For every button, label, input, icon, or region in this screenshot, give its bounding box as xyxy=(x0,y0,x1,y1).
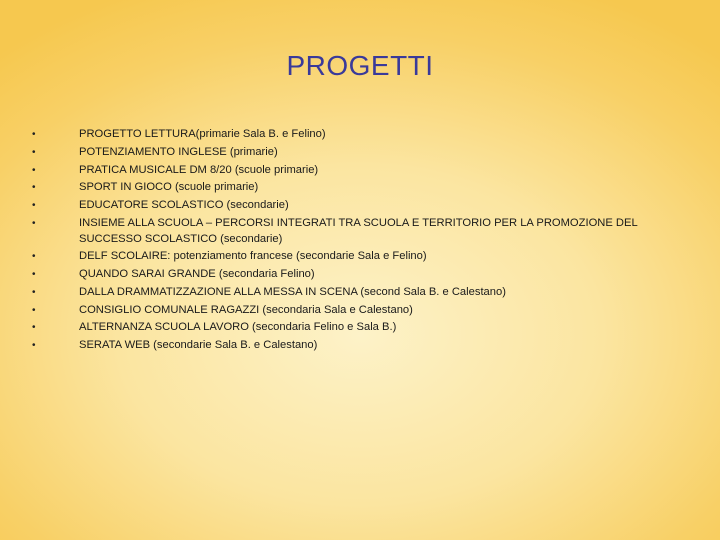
list-item xyxy=(32,145,682,161)
bullet-icon: • xyxy=(32,269,36,281)
list-item xyxy=(32,127,682,143)
list-item xyxy=(32,198,682,214)
bullet-icon: • xyxy=(32,164,36,176)
slide-title: PROGETTI xyxy=(286,50,434,81)
list-item xyxy=(32,320,682,336)
list-item-text: ALTERNANZA SCUOLA LAVORO (secondaria Felino e Sala B.) xyxy=(79,321,397,334)
bullet-icon: • xyxy=(32,286,36,298)
list-item xyxy=(32,338,682,354)
list-item xyxy=(32,249,682,265)
list-item-text: SPORT IN GIOCO (scuole primarie) xyxy=(79,181,259,194)
list-item xyxy=(32,285,682,301)
bullet-icon: • xyxy=(32,304,36,316)
list-item-text: POTENZIAMENTO INGLESE (primarie) xyxy=(79,145,278,158)
bullet-icon: • xyxy=(32,182,36,194)
list-item xyxy=(32,267,682,283)
bullet-icon: • xyxy=(32,129,36,140)
list-item-text: CONSIGLIO COMUNALE RAGAZZI (secondaria Sala e Calestano) xyxy=(79,303,413,316)
bullet-icon: • xyxy=(32,200,36,212)
list-item xyxy=(32,303,682,319)
bullet-icon: • xyxy=(32,251,36,263)
list-item-text: QUANDO SARAI GRANDE (secondaria Felino) xyxy=(79,268,315,281)
list-item-text: SERATA WEB (secondarie Sala B. e Calestano) xyxy=(79,339,318,352)
bullet-icon: • xyxy=(32,340,36,352)
list-item xyxy=(32,216,682,247)
list-item-text: INSIEME ALLA SCUOLA – PERCORSI INTEGRATI TRA SCUOLA E TERRITORIO PER LA PROMOZIONE DEL SUCCESSO SCOLASTICO (secondarie) xyxy=(79,216,638,245)
list-item-text: EDUCATORE SCOLASTICO (secondarie) xyxy=(79,199,289,212)
bullet-icon: • xyxy=(32,322,36,334)
bullet-icon: • xyxy=(32,217,36,229)
list-item-text: PROGETTO LETTURA(primarie Sala B. e Felino) xyxy=(79,128,326,140)
list-item-text: PRATICA MUSICALE DM 8/20 (scuole primarie) xyxy=(79,163,319,176)
project-list xyxy=(32,127,682,356)
list-item xyxy=(32,180,682,196)
bullet-icon: • xyxy=(32,146,36,158)
list-item-text: DELF SCOLAIRE: potenziamento francese (secondarie Sala e Felino) xyxy=(79,250,427,263)
list-item xyxy=(32,163,682,179)
list-item-text: DALLA DRAMMATIZZAZIONE ALLA MESSA IN SCENA (second Sala B. e Calestano) xyxy=(79,285,506,298)
